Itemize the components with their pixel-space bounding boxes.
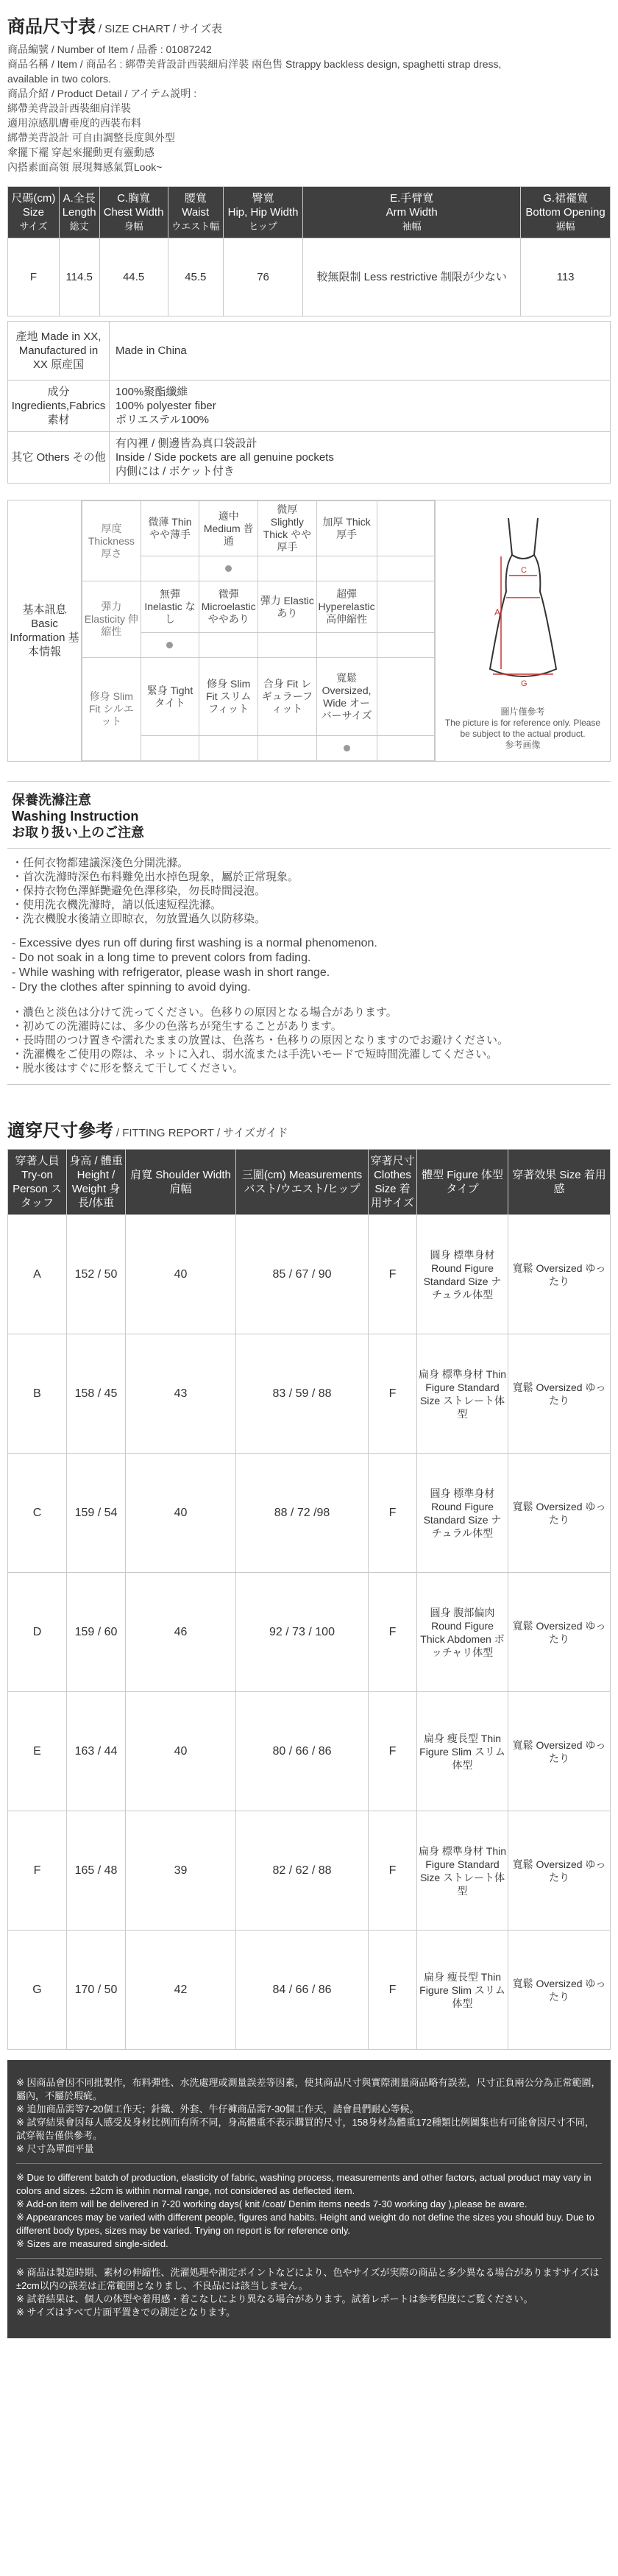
info-line: 適用涼感肌膚垂度的西裝布料 [7, 117, 141, 129]
figure-cell: 扁身 標準身材 Thin Figure Standard Size ストレート体型 [417, 1334, 508, 1454]
size-chart-row [8, 238, 611, 316]
chest-col-header: C.胸寬 Chest Width 身幅 [99, 187, 168, 238]
person-cell: A [8, 1215, 67, 1334]
bottom-col-header: G.裙襬寬 Bottom Opening 裾幅 [521, 187, 611, 238]
fit-option: 合身 Fit レギュラーフィット [258, 658, 316, 736]
fit-option: 微彈 Microelastic ややあり [199, 581, 258, 633]
shoulder-col-header: 肩寬 Shoulder Width 肩幅 [126, 1150, 236, 1215]
shoulder-cell: 40 [126, 1692, 236, 1811]
info-line: 商品編號 / Number of Item / 品番 : 01087242 [7, 43, 212, 55]
size-cell: F [369, 1931, 417, 2050]
meas-cell: 92 / 73 / 100 [236, 1573, 369, 1692]
product-info [7, 42, 611, 174]
size-cell: F [369, 1573, 417, 1692]
meas-cell: 85 / 67 / 90 [236, 1215, 369, 1334]
size-cell: F [369, 1692, 417, 1811]
hw-cell: 159 / 54 [67, 1454, 126, 1573]
basic-info-label: 基本訊息 Basic Information 基本情報 [8, 500, 82, 761]
info-line: 商品名稱 / Item / 商品名 : 綁帶美背設計西裝細肩洋裝 兩色售 Strappy backless design, spaghetti strap dress, [7, 58, 502, 70]
size-cell: F [369, 1334, 417, 1454]
svg-text:A: A [494, 607, 500, 618]
figure-cell: 圓身 腹部偏肉 Round Figure Thick Abdomen ボッチャリ体型 [417, 1573, 508, 1692]
spec-table [7, 321, 611, 484]
arm-value: 較無限制 Less restrictive 制限が少ない [303, 238, 521, 316]
meas-cell: 84 / 66 / 86 [236, 1931, 369, 2050]
fit-option: 超彈 Hyperelastic 高伸縮性 [316, 581, 377, 633]
other-label: 其它 Others その他 [8, 432, 110, 484]
figure-col-header: 體型 Figure 体型タイプ [417, 1150, 508, 1215]
report-header-row [8, 1150, 611, 1215]
fit-option: 寬鬆 Oversized, Wide オーバーサイズ [316, 658, 377, 736]
table-row [8, 1215, 611, 1334]
wear-col-header: 穿著效果 Size 着用感 [508, 1150, 611, 1215]
slimfit-options-row [82, 658, 435, 736]
figure-cell: 扁身 標準身材 Thin Figure Standard Size ストレート体型 [417, 1811, 508, 1931]
fitting-report-table [7, 1149, 611, 2050]
table-row [8, 1454, 611, 1573]
table-row [8, 1334, 611, 1454]
chest-value: 44.5 [99, 238, 168, 316]
hip-value: 76 [223, 238, 302, 316]
fit-option: 彈力 Elastic あり [258, 581, 316, 633]
origin-row [8, 322, 611, 381]
fit-option: 微厚 Slightly Thick やや厚手 [258, 501, 316, 556]
shoulder-cell: 43 [126, 1334, 236, 1454]
fit-grid [82, 500, 435, 761]
size-chart-subtitle: / SIZE CHART / サイズ表 [98, 23, 223, 35]
wear-cell: 寬鬆 Oversized ゆったり [508, 1931, 611, 2050]
origin-label: 產地 Made in XX, Manufactured in XX 原産国 [8, 322, 110, 381]
wear-cell: 寬鬆 Oversized ゆったり [508, 1692, 611, 1811]
garment-diagram [435, 500, 610, 761]
length-value: 114.5 [59, 238, 99, 316]
hw-cell: 158 / 45 [67, 1334, 126, 1454]
selected-marker [225, 565, 232, 572]
waist-value: 45.5 [168, 238, 223, 316]
fitting-report-heading [7, 1104, 611, 1142]
table-row [8, 1931, 611, 2050]
fit-option: 緊身 Tight タイト [141, 658, 199, 736]
elasticity-options-row [82, 581, 435, 633]
other-values: 有內裡 / 側邊皆為真口袋設計 Inside / Side pockets are all genuine pockets 内側には / ポケット付き [110, 432, 611, 484]
svg-text:G: G [520, 679, 528, 688]
meas-cell: 80 / 66 / 86 [236, 1692, 369, 1811]
size-cell: F [369, 1811, 417, 1931]
elasticity-label: 彈力 Elasticity 伸縮性 [82, 581, 141, 658]
person-cell: C [8, 1454, 67, 1573]
washing-en: - Excessive dyes run off during first washing is a normal phenomenon. - Do not soak in a long time to prevent colors from fading. - While washing with refrigerator, please wash in short range. - Dry the clothes after spinning to avoid dying. [12, 937, 377, 994]
size-chart-title: 商品尺寸表 [7, 17, 96, 37]
shoulder-cell: 40 [126, 1215, 236, 1334]
thickness-options-row [82, 501, 435, 556]
hw-col-header: 身高 / 體重 Height / Weight 身長/体重 [67, 1150, 126, 1215]
table-row [8, 1811, 611, 1931]
size-cell: F [369, 1215, 417, 1334]
fitting-report-title: 適穿尺寸參考 [7, 1121, 113, 1141]
fit-option: 加厚 Thick 厚手 [316, 501, 377, 556]
figure-cell: 圓身 標準身材 Round Figure Standard Size ナチュラル体型 [417, 1215, 508, 1334]
thickness-label: 厚度 Thickness 厚さ [82, 501, 141, 581]
shoulder-cell: 42 [126, 1931, 236, 2050]
selected-marker [344, 745, 350, 751]
table-row [8, 1573, 611, 1692]
dress-outline-icon [468, 511, 578, 702]
person-cell: D [8, 1573, 67, 1692]
hw-cell: 152 / 50 [67, 1215, 126, 1334]
wear-cell: 寬鬆 Oversized ゆったり [508, 1811, 611, 1931]
hip-col-header: 臀寬 Hip, Hip Width ヒップ [223, 187, 302, 238]
wear-cell: 寬鬆 Oversized ゆったり [508, 1334, 611, 1454]
hw-cell: 165 / 48 [67, 1811, 126, 1931]
shoulder-cell: 40 [126, 1454, 236, 1573]
wear-cell: 寬鬆 Oversized ゆったり [508, 1454, 611, 1573]
size-chart-header-row [8, 187, 611, 238]
fitting-report-subtitle: / FITTING REPORT / サイズガイド [116, 1127, 288, 1139]
meas-col-header: 三圍(cm) Measurements バスト/ウエスト/ヒップ [236, 1150, 369, 1215]
size-chart-table [7, 186, 611, 316]
info-line: 商品介紹 / Product Detail / アイテム説明 : [7, 88, 197, 99]
info-line: 傘擺下襬 穿起來擺動更有靈動感 [7, 146, 154, 158]
other-row [8, 432, 611, 484]
bottom-value: 113 [521, 238, 611, 316]
washing-zh: ・任何衣物都建議深淺色分開洗滌。 ・首次洗滌時深色布料難免出水掉色現象，屬於正常現象。 ・保持衣物色澤鮮艷避免色澤移染，勿長時間浸泡。 ・使用洗衣機洗滌時，請以低速短程洗滌。 ・洗衣機脫水後請立即晾衣，勿放置過久以防移染。 [12, 857, 299, 925]
info-line: 綁帶美背設計西裝細肩洋裝 [7, 102, 131, 114]
notes-en: ※ Due to different batch of production, elasticity of fabric, washing process, measurements and other factors, actual product may vary in colors and sizes. ±2cm is within normal range, not considered as deflected item. ※ Add-on item will be delivered in 7-20 working days( knit /coat/ Denim items needs 7-30 working day ),please be aware. ※ Appearances may be varied with different people, figures and habits. Height and weight do not define the sizes you should buy. Due to different body types, sizes may be varied. Trying on report is for reference only. ※ Sizes are measured single-sided. [16, 2164, 602, 2259]
washing-instructions [7, 848, 611, 1085]
size-value: F [8, 238, 60, 316]
info-line: 綁帶美背設計 可自由調整長度與外型 [7, 132, 175, 144]
wear-cell: 寬鬆 Oversized ゆったり [508, 1215, 611, 1334]
notes-panel [7, 2060, 611, 2338]
person-cell: B [8, 1334, 67, 1454]
svg-text:C: C [520, 566, 527, 575]
size-col-header: 穿著尺寸 Clothes Size 着用サイズ [369, 1150, 417, 1215]
fabric-label: 成分 Ingredients,Fabrics 素材 [8, 381, 110, 432]
washing-jp: ・濃色と淡色は分けて洗ってください。色移りの原因となる場合があります。 ・初めての洗濯時には、多少の色落ちが発生することがあります。 ・長時間のつけ置きや濡れたままの放置は、色落ち・色移りの原因となりますのでお避けください。 ・洗濯機をご使用の際は、ネットに入れ、弱水流または手洗いモードで短時間洗濯してください。 ・脱水後はすぐに形を整えて干してください。 [12, 1006, 509, 1075]
fit-option: 修身 Slim Fit スリムフィット [199, 658, 258, 736]
shoulder-cell: 39 [126, 1811, 236, 1931]
fit-option: 適中 Medium 普通 [199, 501, 258, 556]
hw-cell: 170 / 50 [67, 1931, 126, 2050]
fit-option: 微薄 Thin やや薄手 [141, 501, 199, 556]
table-row [8, 1692, 611, 1811]
shoulder-cell: 46 [126, 1573, 236, 1692]
wear-cell: 寬鬆 Oversized ゆったり [508, 1573, 611, 1692]
figure-cell: 圓身 標準身材 Round Figure Standard Size ナチュラル体型 [417, 1454, 508, 1573]
notes-zh: ※ 因商品會因不同批製作，布料彈性、水洗處理或測量誤差等因素，使其商品尺寸與實際測量商品略有誤差，尺寸正負兩公分為正常範圍，屬內，不屬於瑕疵。 ※ 追加商品需等7-20個工作天；針織、外套、牛仔褲商品需7-30個工作天，請會員們耐心等候。 ※ 試穿結果會因每人感受及身材比例而有所不同，身高體重不表示購買的尺寸，158身材為體重172種類比例圖集也有可能會因尺寸不同，試穿報告僅供參考。 ※ 尺寸為單面平量 [16, 2069, 602, 2164]
size-col-header: 尺碼(cm) Size サイズ [8, 187, 60, 238]
arm-col-header: E.手臂寬 Arm Width 袖幅 [303, 187, 521, 238]
length-col-header: A.全長 Length 総丈 [59, 187, 99, 238]
info-line: 內搭素面高領 展現舞感氣質Look~ [7, 161, 163, 173]
hw-cell: 159 / 60 [67, 1573, 126, 1692]
fit-option: 無彈 Inelastic なし [141, 581, 199, 633]
person-col-header: 穿著人員 Try-on Person スタッフ [8, 1150, 67, 1215]
waist-col-header: 腰寬 Waist ウエスト幅 [168, 187, 223, 238]
person-cell: F [8, 1811, 67, 1931]
figure-cell: 扁身 瘦長型 Thin Figure Slim スリム体型 [417, 1692, 508, 1811]
meas-cell: 88 / 72 /98 [236, 1454, 369, 1573]
size-cell: F [369, 1454, 417, 1573]
diagram-caption: 圖片僅參考 The picture is for reference only. Please be subject to the actual product. 参考画像 [444, 707, 601, 750]
notes-jp: ※ 商品は製造時期、素材の伸縮性、洗濯処理や測定ポイントなどにより、色やサイズが実際の商品と多少異なる場合がありますサイズは±2cm以内の誤差は正常範囲となりまし、不良品には該当しません。 ※ 試着結果は、個人の体型や着用感・着こなしにより異なる場合があります。試着レポートは参考程度にご覧ください。 ※ サイズはすべて片面平置きでの測定となります。 [16, 2267, 600, 2318]
size-chart-heading [7, 0, 611, 38]
info-line: available in two colors. [7, 73, 111, 85]
selected-marker [166, 642, 173, 648]
fabric-row [8, 381, 611, 432]
hw-cell: 163 / 44 [67, 1692, 126, 1811]
figure-cell: 扁身 瘦長型 Thin Figure Slim スリム体型 [417, 1931, 508, 2050]
origin-value: Made in China [110, 322, 611, 381]
slimfit-label: 修身 Slim Fit シルエット [82, 658, 141, 761]
meas-cell: 83 / 59 / 88 [236, 1334, 369, 1454]
person-cell: E [8, 1692, 67, 1811]
washing-title: 保養洗滌注意 Washing Instruction お取り扱い上のご注意 [7, 781, 611, 848]
fabric-values: 100%聚酯纖維 100% polyester fiber ポリエステル100% [110, 381, 611, 432]
meas-cell: 82 / 62 / 88 [236, 1811, 369, 1931]
basic-info-box [7, 500, 611, 762]
person-cell: G [8, 1931, 67, 2050]
